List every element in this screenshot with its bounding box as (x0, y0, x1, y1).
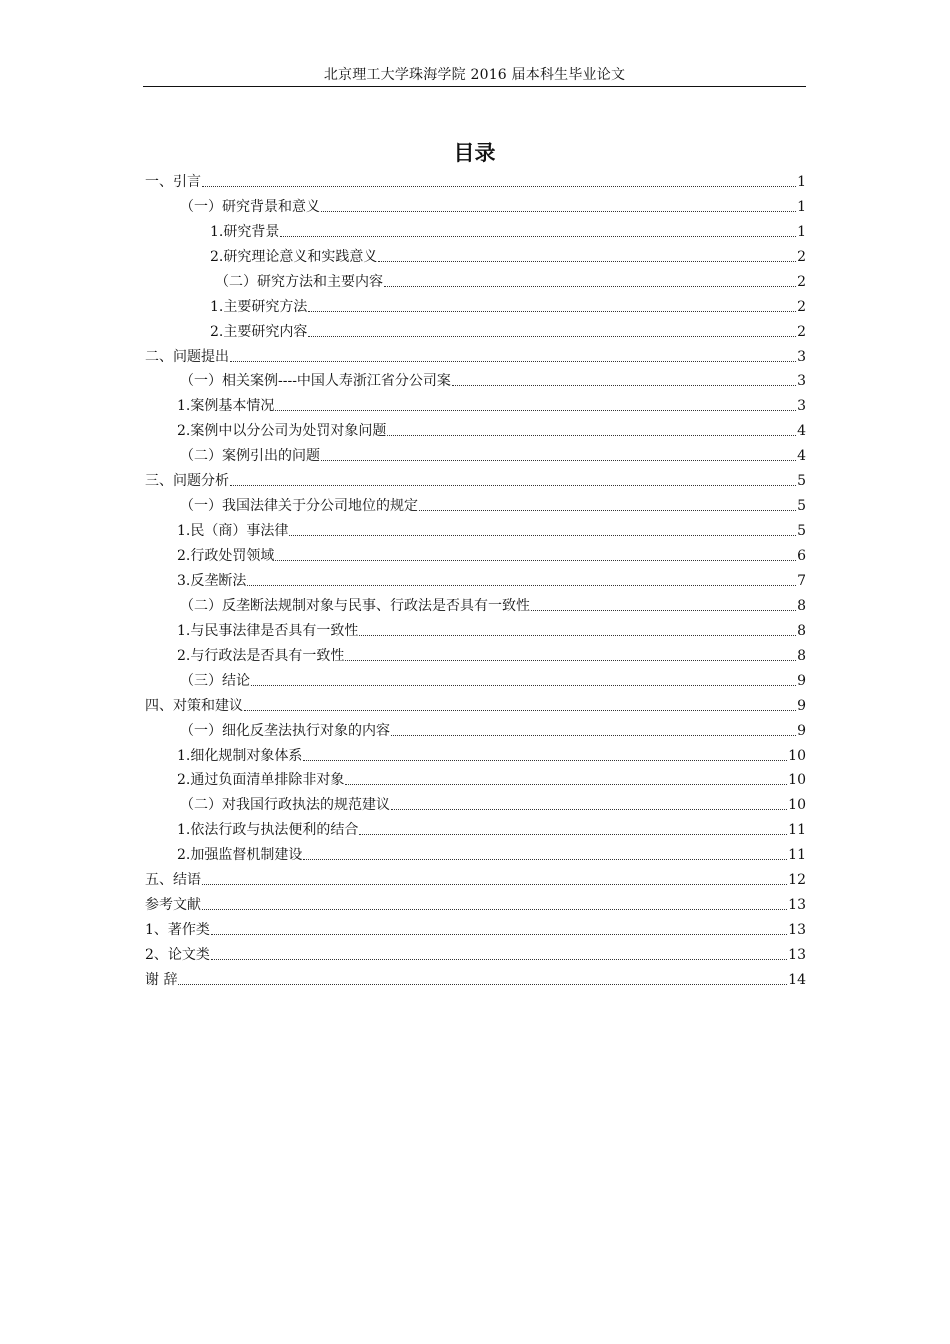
toc-entry-label: 1.细化规制对象体系 (177, 747, 303, 764)
toc-entry-page: 13 (788, 922, 806, 939)
toc-entry[interactable] (145, 740, 806, 765)
toc-entry-page: 12 (788, 872, 806, 889)
toc-entry-label: 1.案例基本情况 (177, 398, 275, 415)
toc-dot-leader (345, 784, 787, 785)
toc-entry[interactable] (145, 291, 806, 316)
toc-dot-leader (178, 984, 787, 985)
toc-entry[interactable] (145, 715, 806, 740)
toc-entry-label: 2、论文类 (145, 947, 210, 963)
toc-entry-label: 2.案例中以分公司为处罚对象问题 (177, 423, 387, 440)
toc-entry-page: 9 (797, 722, 806, 739)
toc-entry[interactable] (145, 939, 806, 964)
toc-entry-page: 3 (797, 348, 806, 365)
toc-dot-leader (211, 934, 787, 935)
toc-entry-page: 10 (788, 797, 806, 814)
toc-entry-label: 谢 辞 (145, 971, 178, 988)
toc-entry[interactable] (145, 191, 806, 216)
toc-entry-label: （一）相关案例----中国人寿浙江省分公司案 (180, 373, 451, 390)
toc-entry[interactable] (145, 515, 806, 540)
toc-dot-leader (359, 834, 787, 835)
toc-entry-page: 3 (797, 398, 806, 415)
toc-entry-label: 2.加强监督机制建设 (177, 847, 303, 864)
toc-dot-leader (275, 410, 796, 411)
toc-entry[interactable] (145, 814, 806, 839)
toc-entry-page: 13 (788, 897, 806, 914)
toc-entry-label: （二）研究方法和主要内容 (215, 273, 383, 290)
toc-entry-page: 2 (797, 298, 806, 315)
toc-title: 目录 (453, 141, 496, 165)
toc-entry[interactable] (145, 839, 806, 864)
toc-entry[interactable] (145, 241, 806, 266)
toc-dot-leader (321, 460, 796, 461)
toc-entry[interactable] (145, 615, 806, 640)
toc-dot-leader (391, 809, 787, 810)
toc-entry[interactable] (145, 266, 806, 291)
toc-entry-page: 14 (788, 971, 806, 988)
toc-entry-page: 1 (797, 173, 806, 190)
toc-entry[interactable] (145, 789, 806, 814)
toc-entry-label: 2.行政处罚领域 (177, 548, 275, 564)
toc-entry[interactable] (145, 166, 806, 191)
header-rule (143, 86, 806, 87)
toc-entry-page: 5 (797, 523, 806, 540)
toc-entry-label: （一）细化反垄法执行对象的内容 (180, 722, 390, 739)
toc-entry-label: 一、引言 (145, 173, 201, 190)
toc-dot-leader (251, 685, 796, 686)
toc-entry[interactable] (145, 765, 806, 790)
toc-entry-page: 2 (797, 248, 806, 265)
toc-entry-label: 1.主要研究方法 (210, 298, 308, 315)
toc-entry-label: 四、对策和建议 (145, 697, 243, 714)
toc-entry-page: 10 (788, 747, 806, 764)
toc-entry-label: 1.与民事法律是否具有一致性 (177, 622, 359, 639)
toc-entry-page: 2 (797, 323, 806, 340)
toc-dot-leader (244, 710, 796, 711)
toc-entry-label: （二）对我国行政执法的规范建议 (180, 797, 390, 814)
toc-dot-leader (452, 385, 796, 386)
toc-entry-label: 1.依法行政与执法便利的结合 (177, 822, 359, 839)
toc-dot-leader (211, 959, 787, 960)
toc-entry[interactable] (145, 964, 806, 989)
toc-entry-label: 2.主要研究内容 (210, 323, 308, 340)
toc-entry-page: 13 (788, 947, 806, 963)
toc-entry[interactable] (145, 415, 806, 440)
toc-entry-label: 二、问题提出 (145, 348, 229, 365)
toc-entry[interactable] (145, 440, 806, 465)
toc-entry[interactable] (145, 914, 806, 939)
toc-entry-page: 5 (797, 498, 806, 515)
toc-entry-label: （二）反垄断法规制对象与民事、行政法是否具有一致性 (180, 597, 530, 614)
toc-dot-leader (230, 485, 796, 486)
toc-dot-leader (531, 610, 796, 611)
toc-entry-page: 11 (788, 847, 806, 864)
toc-entry-label: 1.民（商）事法律 (177, 523, 289, 540)
toc-entry[interactable] (145, 590, 806, 615)
toc-entry[interactable] (145, 690, 806, 715)
toc-entry-page: 5 (797, 473, 806, 490)
toc-entry-page: 10 (788, 772, 806, 789)
toc-dot-leader (289, 535, 796, 536)
toc-dot-leader (303, 760, 787, 761)
toc-entry-label: 2.研究理论意义和实践意义 (210, 248, 378, 265)
toc-dot-leader (247, 585, 796, 586)
toc-entry-label: 1、著作类 (145, 922, 210, 939)
toc-entry-page: 2 (797, 273, 806, 290)
toc-entry-page: 4 (797, 448, 806, 465)
toc-entry[interactable] (145, 640, 806, 665)
toc-entry[interactable] (145, 465, 806, 490)
toc-entry-label: 三、问题分析 (145, 473, 229, 490)
toc-entry-page: 6 (797, 548, 806, 564)
toc-entry-label: 五、结语 (145, 872, 201, 889)
toc-entry-label: （三）结论 (180, 672, 250, 689)
toc-entry-page: 1 (797, 223, 806, 240)
toc-entry-page: 8 (797, 647, 806, 664)
toc-dot-leader (308, 311, 796, 312)
toc-entry-label: 2.与行政法是否具有一致性 (177, 647, 345, 664)
toc-entry-page: 7 (797, 572, 806, 589)
page-header: 北京理工大学珠海学院 2016 届本科生毕业论文 (323, 67, 626, 83)
toc-dot-leader (280, 236, 796, 237)
toc-entry[interactable] (145, 889, 806, 914)
toc-entry-label: （一）研究背景和意义 (180, 198, 320, 215)
toc-dot-leader (419, 510, 796, 511)
toc-entry-page: 3 (797, 373, 806, 390)
toc-entry[interactable] (145, 565, 806, 590)
toc-dot-leader (303, 859, 787, 860)
toc-entry-label: 3.反垄断法 (177, 572, 247, 589)
toc-entry[interactable] (145, 216, 806, 241)
toc-entry-page: 9 (797, 672, 806, 689)
toc-entry-page: 4 (797, 423, 806, 440)
toc-entry-page: 1 (797, 198, 806, 215)
table-of-contents (145, 166, 806, 989)
toc-entry-label: 1.研究背景 (210, 223, 280, 240)
toc-entry[interactable] (145, 390, 806, 415)
toc-dot-leader (384, 286, 796, 287)
toc-dot-leader (202, 884, 787, 885)
toc-entry[interactable] (145, 341, 806, 366)
toc-dot-leader (378, 261, 796, 262)
toc-entry-page: 11 (788, 822, 806, 839)
toc-entry[interactable] (145, 366, 806, 391)
toc-dot-leader (308, 336, 796, 337)
toc-dot-leader (202, 909, 787, 910)
toc-dot-leader (391, 735, 796, 736)
toc-entry[interactable] (145, 316, 806, 341)
toc-entry[interactable] (145, 540, 806, 565)
toc-dot-leader (359, 635, 796, 636)
toc-dot-leader (345, 660, 796, 661)
toc-entry-label: 参考文献 (145, 897, 201, 914)
toc-dot-leader (387, 435, 796, 436)
toc-entry-page: 9 (797, 697, 806, 714)
toc-entry[interactable] (145, 490, 806, 515)
toc-entry-label: （一）我国法律关于分公司地位的规定 (180, 498, 418, 515)
toc-dot-leader (321, 211, 796, 212)
toc-entry-page: 8 (797, 597, 806, 614)
toc-entry-label: 2.通过负面清单排除非对象 (177, 772, 345, 789)
toc-dot-leader (275, 560, 796, 561)
toc-entry-page: 8 (797, 622, 806, 639)
toc-entry[interactable] (145, 665, 806, 690)
toc-dot-leader (202, 186, 796, 187)
toc-dot-leader (230, 361, 796, 362)
toc-entry[interactable] (145, 864, 806, 889)
toc-entry-label: （二）案例引出的问题 (180, 448, 320, 465)
